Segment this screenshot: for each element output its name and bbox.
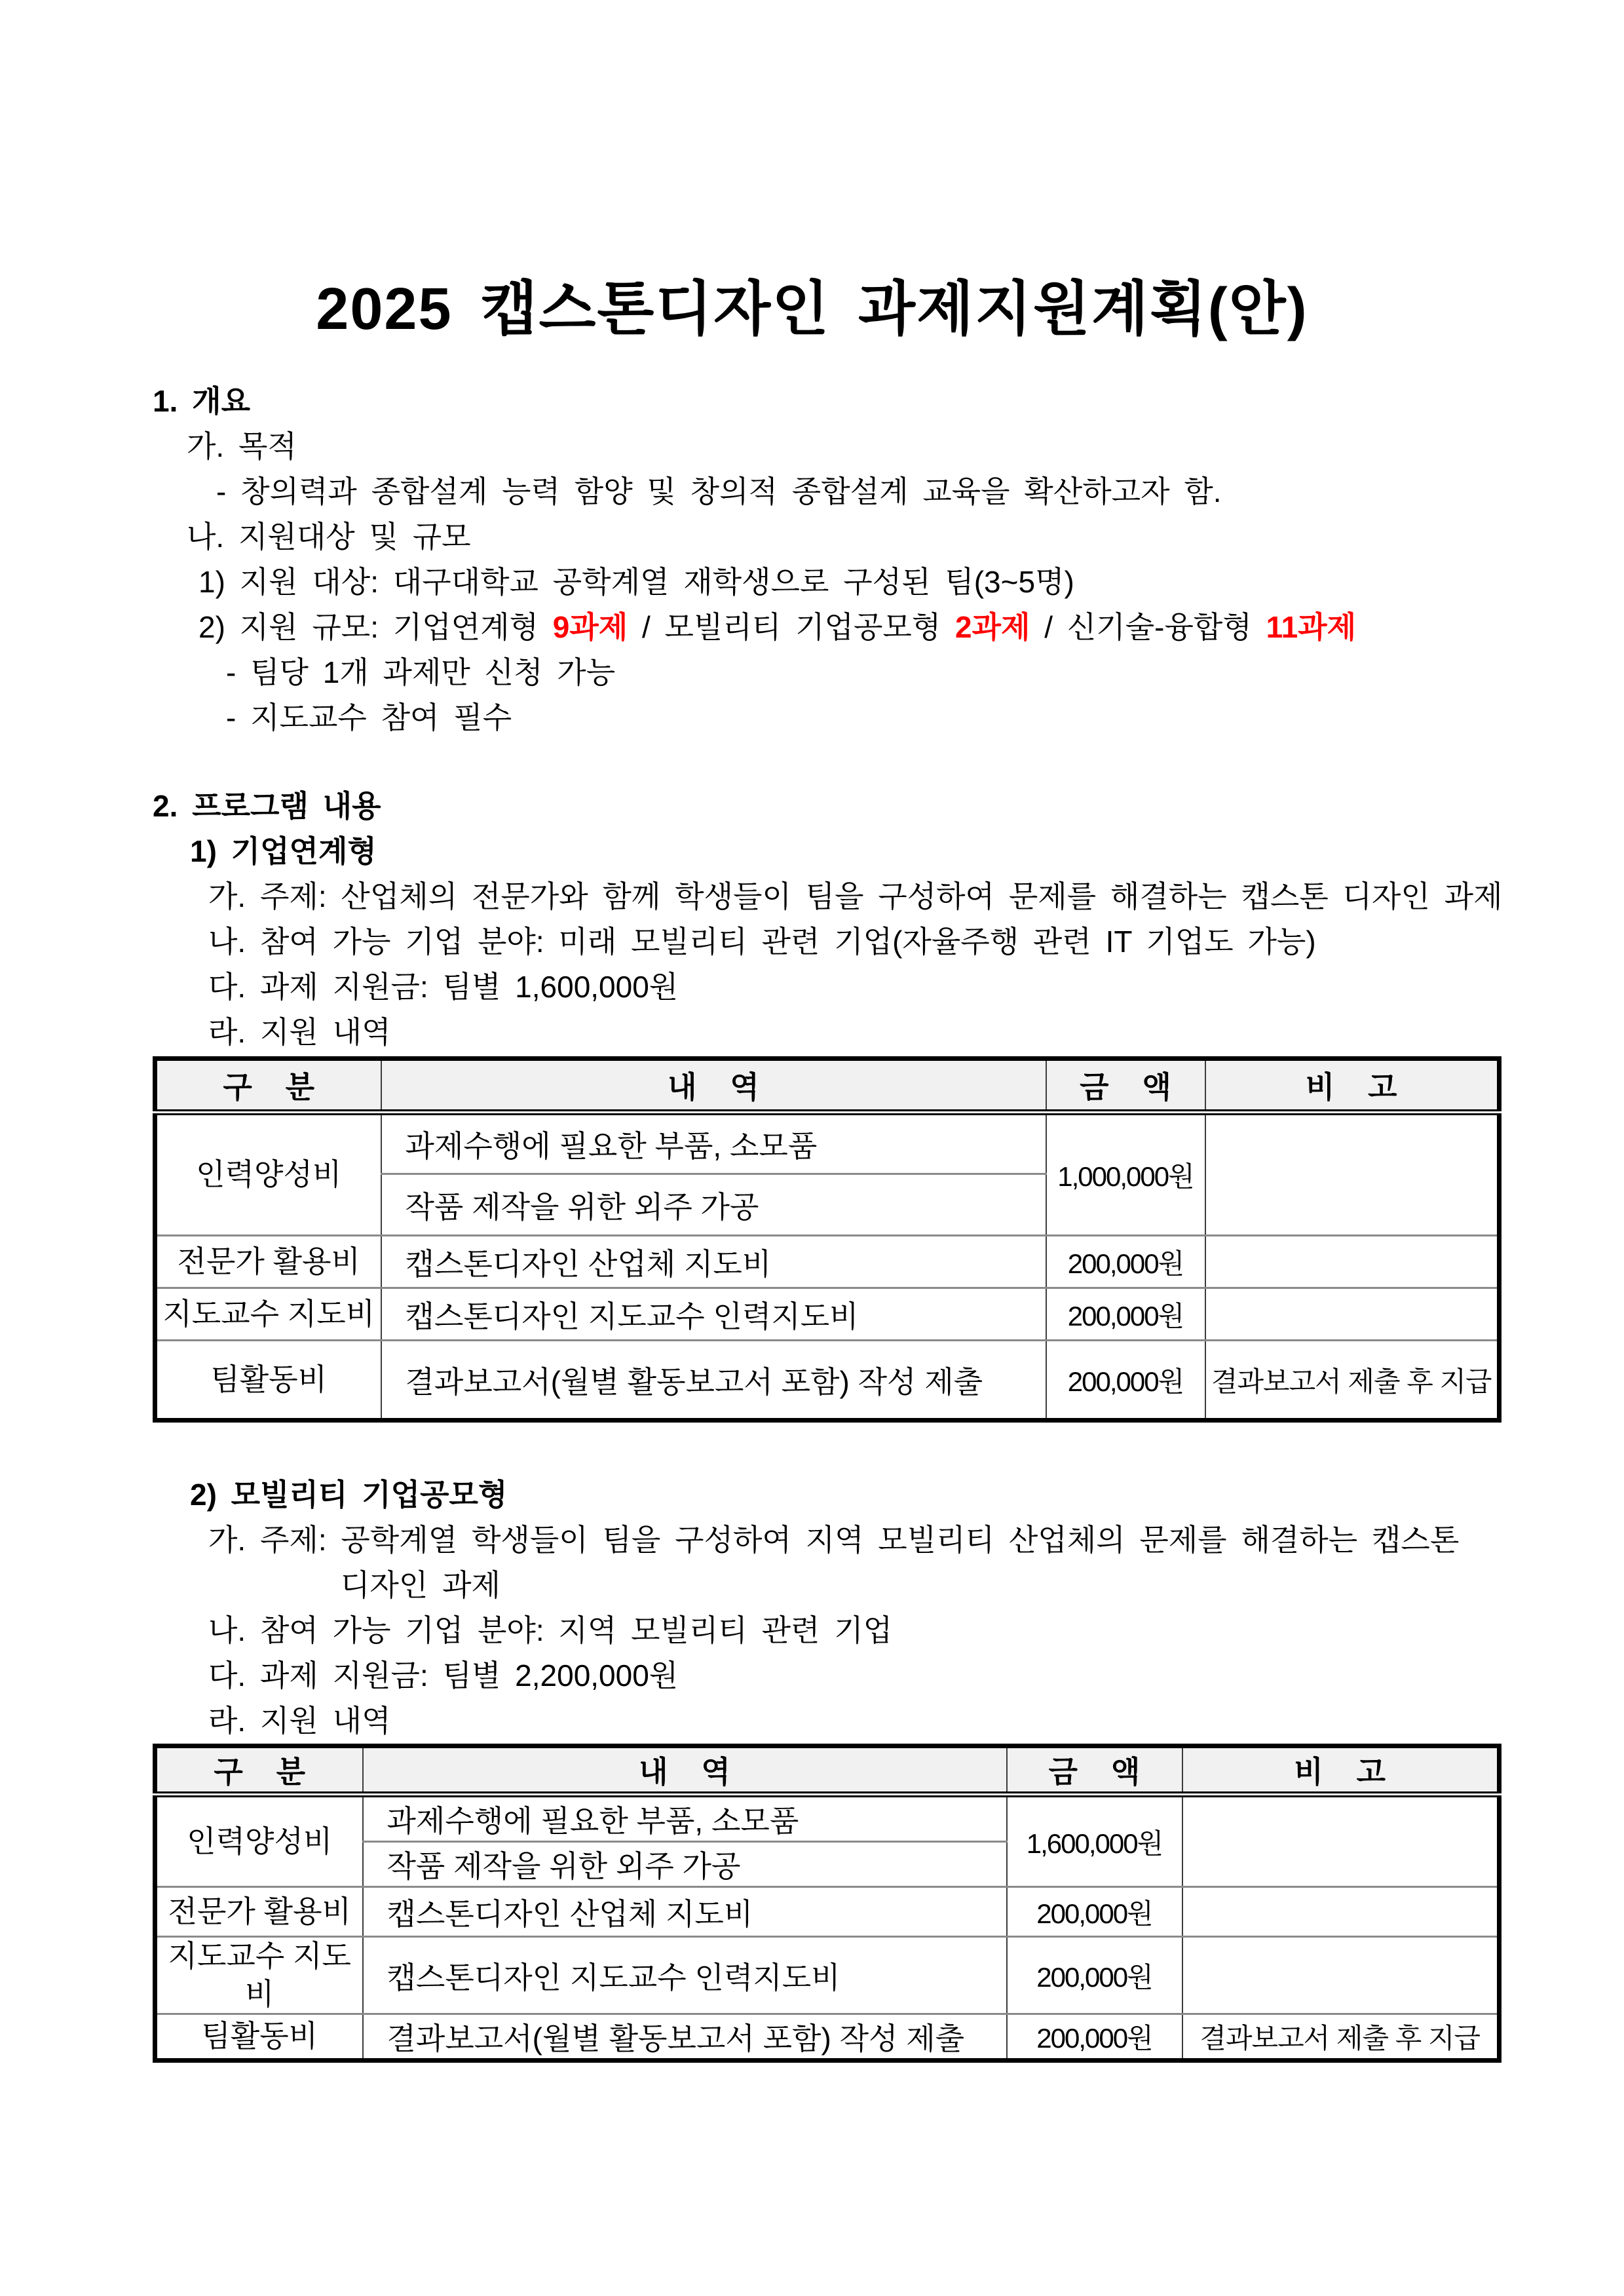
table1-col-header-detail: 내 역 [381, 1059, 1046, 1113]
program1-details-label: 라. 지원 내역 [208, 1015, 391, 1049]
table2-team-amount-cell: 200,000원 [1007, 2014, 1182, 2061]
table2-personnel-detail-a-cell: 과제수행에 필요한 부품, 소모품 [363, 1795, 1007, 1842]
table2-expert-amount-cell: 200,000원 [1007, 1887, 1182, 1937]
scale-count-2: 2과제 [955, 610, 1030, 644]
scale-count-3: 11과제 [1266, 610, 1357, 644]
table1-expert-category-cell: 전문가 활용비 [155, 1236, 381, 1288]
table2-expert-note-cell [1182, 1887, 1500, 1937]
table2-team-category-cell: 팀활동비 [155, 2014, 363, 2061]
table1-row-team-activity [155, 1341, 1500, 1421]
table1-col-header-amount: 금 액 [1046, 1059, 1205, 1113]
note-advisor-required: - 지도교수 참여 필수 [226, 700, 512, 735]
table1-expert-amount-cell: 200,000원 [1046, 1236, 1205, 1288]
table2-expert-category-cell: 전문가 활용비 [155, 1887, 363, 1937]
table2-personnel-note-cell [1182, 1795, 1500, 1887]
table1-team-category-cell: 팀활동비 [155, 1341, 381, 1421]
scale-separator-2: / 신기술-융합형 [1030, 610, 1266, 644]
table2-col-header-note: 비 고 [1182, 1746, 1500, 1795]
table2-personnel-amount-cell: 1,600,000원 [1007, 1795, 1182, 1887]
support-table-2 [153, 1744, 1501, 2063]
program2-heading: 2) 모빌리티 기업공모형 [190, 1478, 508, 1512]
table2-row-expert [155, 1887, 1500, 1937]
document-body [0, 379, 1624, 2063]
table2-row-advisor [155, 1937, 1500, 2014]
program1-companies: 나. 참여 가능 기업 분야: 미래 모빌리티 관련 기업(자율주행 관련 IT 기업도 가능) [208, 925, 1316, 959]
table1-team-detail-cell: 결과보고서(월별 활동보고서 포함) 작성 제출 [381, 1341, 1046, 1421]
table1-row-advisor [155, 1288, 1500, 1341]
table2-col-header-detail: 내 역 [363, 1746, 1007, 1795]
table1-expert-note-cell [1205, 1236, 1500, 1288]
program1-topic: 가. 주제: 산업체의 전문가와 함께 학생들이 팀을 구성하여 문제를 해결하는 캡스톤 디자인 과제 [208, 879, 1503, 913]
table2-advisor-note-cell [1182, 1937, 1500, 2014]
table1-personnel-amount-cell: 1,000,000원 [1046, 1113, 1205, 1236]
table2-expert-detail-cell: 캡스톤디자인 산업체 지도비 [363, 1887, 1007, 1937]
table1-personnel-detail-b-cell: 작품 제작을 위한 외주 가공 [381, 1174, 1046, 1236]
table2-advisor-category-cell: 지도교수 지도비 [155, 1937, 363, 2014]
note-team-limit: - 팀당 1개 과제만 신청 가능 [226, 655, 616, 689]
purpose-label: 가. 목적 [187, 429, 297, 463]
table2-personnel-category-cell: 인력양성비 [155, 1795, 363, 1887]
program2-details-label: 라. 지원 내역 [208, 1704, 391, 1738]
table1-row-personnel [155, 1113, 1500, 1174]
table1-col-header-category: 구 분 [155, 1059, 381, 1113]
scale-prefix: 2) 지원 규모: 기업연계형 [198, 610, 553, 644]
doc-title: 2025 캡스톤디자인 과제지원계획(안) [316, 277, 1308, 342]
table2-team-note-cell: 결과보고서 제출 후 지급 [1182, 2014, 1500, 2061]
table1-header-row [155, 1059, 1500, 1113]
table1-advisor-category-cell: 지도교수 지도비 [155, 1288, 381, 1341]
table2-col-header-amount: 금 액 [1007, 1746, 1182, 1795]
table2-row-team-activity [155, 2014, 1500, 2061]
support-scale-item [198, 605, 1624, 650]
program-heading: 2. 프로그램 내용 [153, 789, 381, 823]
table2-header-row [155, 1746, 1500, 1795]
table1-team-amount-cell: 200,000원 [1046, 1341, 1205, 1421]
scale-separator-1: / 모빌리티 기업공모형 [628, 610, 956, 644]
table1-advisor-amount-cell: 200,000원 [1046, 1288, 1205, 1341]
program2-companies: 나. 참여 가능 기업 분야: 지역 모빌리티 관련 기업 [208, 1613, 893, 1647]
table2-advisor-amount-cell: 200,000원 [1007, 1937, 1182, 2014]
support-target-label: 나. 지원대상 및 규모 [187, 520, 471, 554]
table1-col-header-note: 비 고 [1205, 1059, 1500, 1113]
table2-personnel-detail-b-cell: 작품 제작을 위한 외주 가공 [363, 1842, 1007, 1887]
table2-advisor-detail-cell: 캡스톤디자인 지도교수 인력지도비 [363, 1937, 1007, 2014]
table1-personnel-note-cell [1205, 1113, 1500, 1236]
program2-grant: 다. 과제 지원금: 팀별 2,200,000원 [208, 1658, 679, 1693]
scale-count-1: 9과제 [552, 610, 628, 644]
support-table-1 [153, 1056, 1501, 1423]
table1-team-note-cell: 결과보고서 제출 후 지급 [1205, 1341, 1500, 1421]
overview-heading: 1. 개요 [153, 384, 251, 418]
table1-row-expert [155, 1236, 1500, 1288]
program2-topic-line1: 가. 주제: 공학계열 학생들이 팀을 구성하여 지역 모빌리티 산업체의 문제를 해결하는 캡스톤 [208, 1523, 1460, 1557]
support-target-item: 1) 지원 대상: 대구대학교 공학계열 재학생으로 구성된 팀(3~5명) [198, 565, 1074, 599]
table1-advisor-detail-cell: 캡스톤디자인 지도교수 인력지도비 [381, 1288, 1046, 1341]
program1-grant: 다. 과제 지원금: 팀별 1,600,000원 [208, 970, 679, 1004]
table2-team-detail-cell: 결과보고서(월별 활동보고서 포함) 작성 제출 [363, 2014, 1007, 2061]
table1-advisor-note-cell [1205, 1288, 1500, 1341]
table1-expert-detail-cell: 캡스톤디자인 산업체 지도비 [381, 1236, 1046, 1288]
purpose-item: - 창의력과 종합설계 능력 함양 및 창의적 종합설계 교육을 확산하고자 함. [216, 474, 1222, 508]
table2-row-personnel [155, 1795, 1500, 1842]
table1-personnel-detail-a-cell: 과제수행에 필요한 부품, 소모품 [381, 1113, 1046, 1174]
table2-col-header-category: 구 분 [155, 1746, 363, 1795]
program2-topic-line2: 디자인 과제 [341, 1568, 500, 1602]
program1-heading: 1) 기업연계형 [190, 834, 377, 868]
table1-personnel-category-cell: 인력양성비 [155, 1113, 381, 1236]
